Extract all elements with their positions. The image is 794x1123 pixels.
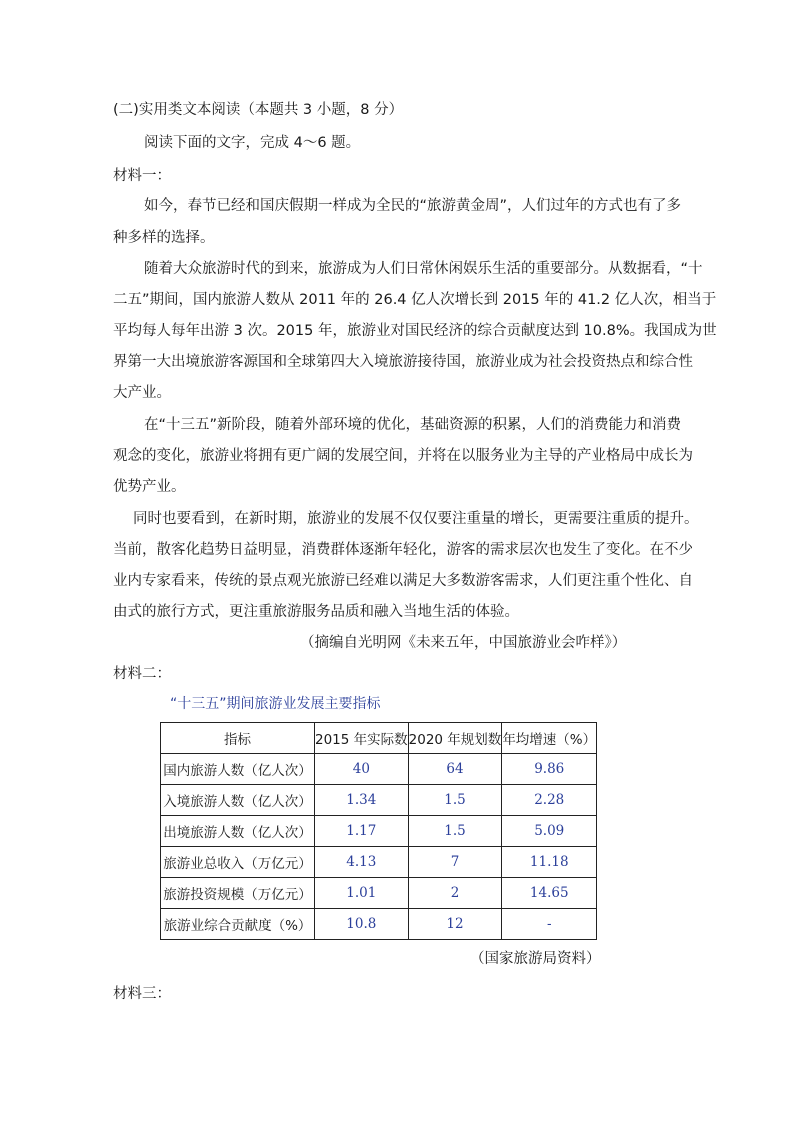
- table-cell-value: 11.18: [502, 847, 597, 878]
- table-row: [161, 816, 597, 847]
- indicators-table: [160, 722, 597, 940]
- table-cell-indicator: 旅游业总收入（万亿元）: [161, 847, 315, 878]
- table-row: [161, 847, 597, 878]
- table-cell-value: 64: [408, 754, 502, 785]
- section-heading: (二)实用类文本阅读（本题共 3 小题，8 分）: [113, 102, 404, 118]
- table-title: “十三五”期间旅游业发展主要指标: [170, 696, 381, 712]
- material1-source: （摘编自光明网《未来五年，中国旅游业会咋样》）: [300, 635, 627, 651]
- table-row: [161, 785, 597, 816]
- table-header-cell: 2020 年规划数: [408, 723, 502, 754]
- table-cell-value: 40: [315, 754, 409, 785]
- table-header-cell: 2015 年实际数: [315, 723, 409, 754]
- paragraph-line: 大产业。: [113, 385, 171, 401]
- paragraph-line: 当前，散客化趋势日益明显，消费群体逐渐年轻化，游客的需求层次也发生了变化。在不少: [113, 542, 693, 558]
- material1-label: 材料一：: [113, 168, 171, 184]
- table-row: [161, 878, 597, 909]
- paragraph-line: 平均每人每年出游 3 次。2015 年，旅游业对国民经济的综合贡献度达到 10.8%。我国成为世: [113, 323, 717, 339]
- paragraph-line: 随着大众旅游时代的到来，旅游成为人们日常休闲娱乐生活的重要部分。从数据看，“十: [144, 261, 703, 277]
- paragraph-line: 如今，春节已经和国庆假期一样成为全民的“旅游黄金周”，人们过年的方式也有了多: [144, 198, 682, 214]
- paragraph-line: 观念的变化，旅游业将拥有更广阔的发展空间，并将在以服务业为主导的产业格局中成长为: [113, 448, 693, 464]
- table-cell-value: 9.86: [502, 754, 597, 785]
- table-cell-indicator: 旅游投资规模（万亿元）: [161, 878, 315, 909]
- table-cell-value: 1.5: [408, 785, 502, 816]
- table-cell-indicator: 国内旅游人数（亿人次）: [161, 754, 315, 785]
- table-cell-indicator: 旅游业综合贡献度（%）: [161, 909, 315, 940]
- table-cell-value: 1.01: [315, 878, 409, 909]
- table-cell-value: 14.65: [502, 878, 597, 909]
- table-header-cell: 年均增速（%）: [502, 723, 597, 754]
- table-cell-value: 2.28: [502, 785, 597, 816]
- table-cell-value: 5.09: [502, 816, 597, 847]
- table-row: [161, 754, 597, 785]
- table-cell-value: 7: [408, 847, 502, 878]
- table-cell-value: -: [502, 909, 597, 940]
- table-cell-value: 2: [408, 878, 502, 909]
- table-cell-value: 4.13: [315, 847, 409, 878]
- instruction: 阅读下面的文字，完成 4～6 题。: [144, 135, 361, 151]
- paragraph-line: 界第一大出境旅游客源国和全球第四大入境旅游接待国，旅游业成为社会投资热点和综合性: [113, 354, 693, 370]
- table-cell-indicator: 入境旅游人数（亿人次）: [161, 785, 315, 816]
- table-cell-value: 12: [408, 909, 502, 940]
- paragraph-line: 优势产业。: [113, 479, 186, 495]
- material2-source: （国家旅游局资料）: [470, 951, 601, 967]
- table-cell-value: 1.5: [408, 816, 502, 847]
- material3-label: 材料三：: [113, 986, 171, 1002]
- table-cell-value: 1.17: [315, 816, 409, 847]
- table-header-cell: 指标: [161, 723, 315, 754]
- paragraph-line: 业内专家看来，传统的景点观光旅游已经难以满足大多数游客需求，人们更注重个性化、自: [113, 573, 693, 589]
- paragraph-line: 同时也要看到，在新时期，旅游业的发展不仅仅要注重量的增长，更需要注重质的提升。: [133, 511, 699, 527]
- material2-label: 材料二：: [113, 666, 171, 682]
- table-cell-value: 10.8: [315, 909, 409, 940]
- paragraph-line: 二五”期间，国内旅游人数从 2011 年的 26.4 亿人次增长到 2015 年的 41.2 亿人次，相当于: [113, 292, 717, 308]
- paragraph-line: 种多样的选择。: [113, 230, 215, 246]
- paragraph-line: 在“十三五”新阶段，随着外部环境的优化，基础资源的积累，人们的消费能力和消费: [144, 417, 682, 433]
- paragraph-line: 由式的旅行方式，更注重旅游服务品质和融入当地生活的体验。: [113, 604, 519, 620]
- table-cell-value: 1.34: [315, 785, 409, 816]
- table-cell-indicator: 出境旅游人数（亿人次）: [161, 816, 315, 847]
- table-header-row: [161, 723, 597, 754]
- table-row: [161, 909, 597, 940]
